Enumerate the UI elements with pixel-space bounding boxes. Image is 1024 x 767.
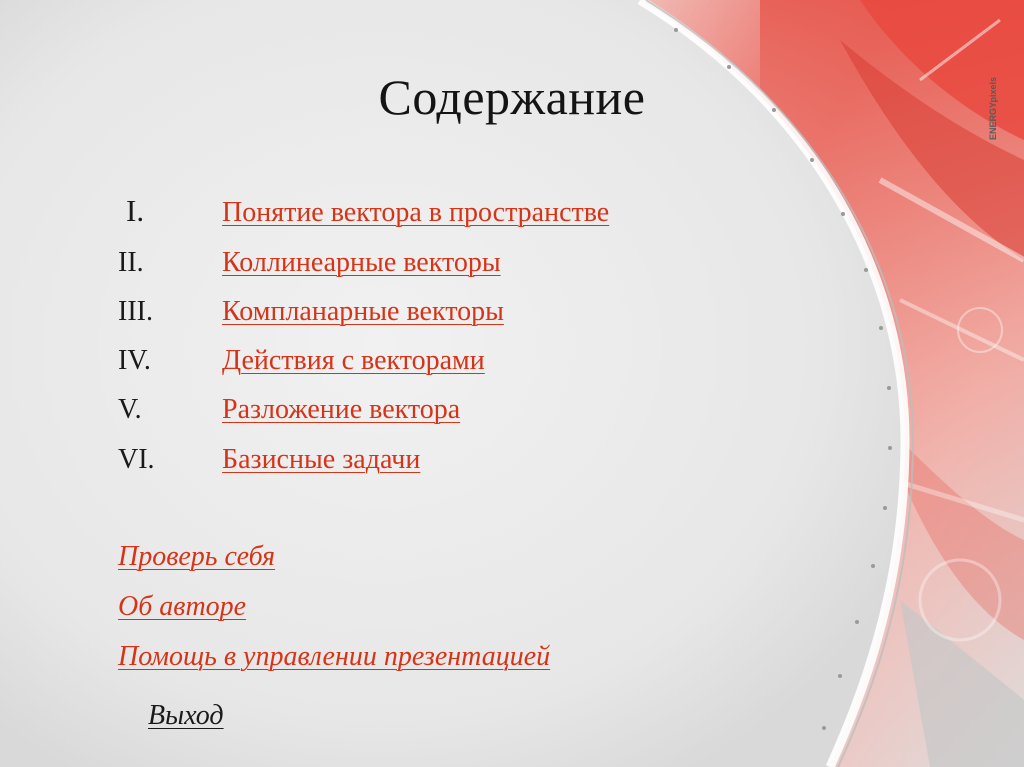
self-check-link[interactable]: Проверь себя (118, 541, 276, 572)
about-author-link[interactable]: Об авторе (118, 591, 247, 622)
exit-button[interactable]: Выход (148, 700, 224, 731)
toc-numeral: V. (118, 394, 142, 425)
toc-numeral: III. (118, 296, 153, 327)
toc-link-vector-concept[interactable]: Понятие вектора в пространстве (222, 197, 610, 228)
presentation-help-link[interactable]: Помощь в управлении презентацией (118, 641, 551, 672)
toc-link-vector-operations[interactable]: Действия с векторами (222, 345, 485, 376)
toc-link-coplanar-vectors[interactable]: Компланарные векторы (222, 296, 504, 327)
toc-numeral: II. (118, 247, 144, 278)
brand-watermark: ENERGYpixels (988, 76, 998, 140)
toc-link-vector-decomposition[interactable]: Разложение вектора (222, 394, 461, 425)
toc-numeral: IV. (118, 345, 151, 376)
toc-numeral: I. (126, 193, 145, 228)
toc-link-collinear-vectors[interactable]: Коллинеарные векторы (222, 247, 501, 278)
toc-numeral: VI. (118, 444, 155, 475)
toc-link-basic-problems[interactable]: Базисные задачи (222, 444, 421, 475)
slide-title: Содержание (378, 69, 646, 125)
